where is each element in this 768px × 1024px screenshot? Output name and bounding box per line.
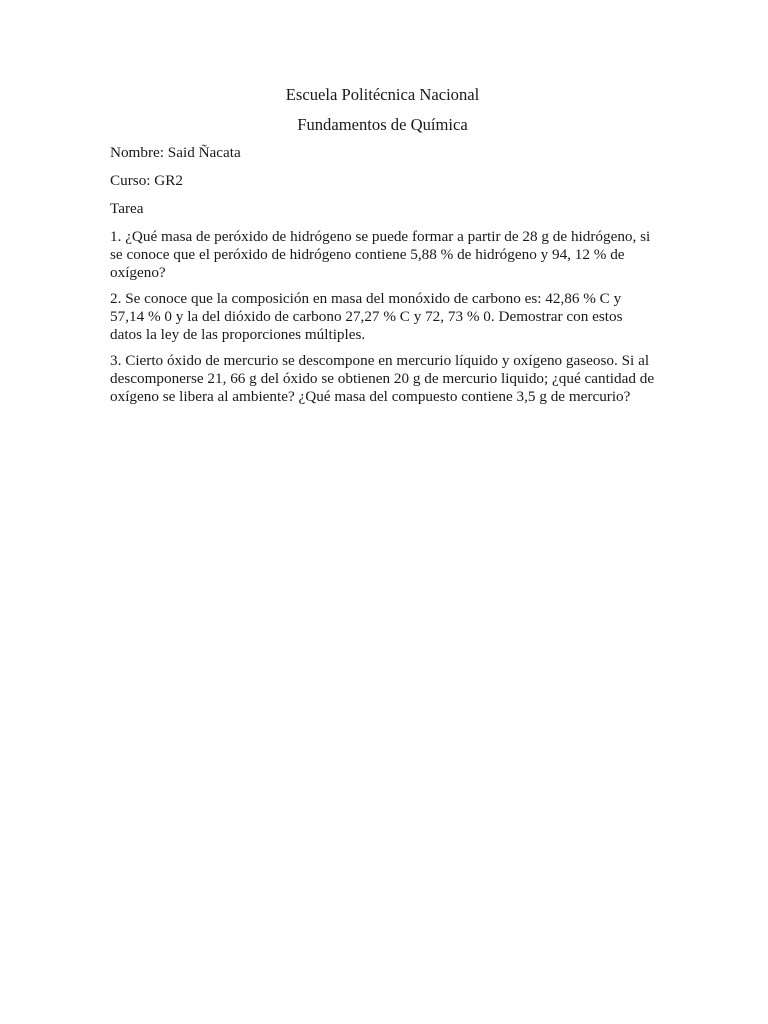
subject-heading: Fundamentos de Química (297, 115, 468, 134)
document-body (110, 84, 655, 414)
institution-heading: Escuela Politécnica Nacional (285, 85, 480, 104)
student-name: Nombre: Said Ñacata (110, 144, 241, 161)
student-course: Curso: GR2 (110, 172, 183, 189)
question-2: 2. Se conoce que la composición en masa del monóxido de carbono es: 42,86 % C y 57,14 % 0 y la del dióxido de carbono 27,27 % C y 72, 73 % 0. Demostrar con estos datos la ley de las proporciones múltiples. (110, 290, 623, 343)
question-3: 3. Cierto óxido de mercurio se descompone en mercurio líquido y oxígeno gaseoso. Si al descomponerse 21, 66 g del óxido se obtienen 20 g de mercurio liquido; ¿qué cantidad de oxígeno se libera al ambiente? ¿Qué masa del compuesto contiene 3,5 g de mercurio? (110, 352, 655, 405)
question-1: 1. ¿Qué masa de peróxido de hidrógeno se puede formar a partir de 28 g de hidrógeno, si se conoce que el peróxido de hidrógeno contiene 5,88 % de hidrógeno y 94, 12 % de oxígeno? (110, 228, 651, 281)
section-title: Tarea (110, 200, 144, 217)
